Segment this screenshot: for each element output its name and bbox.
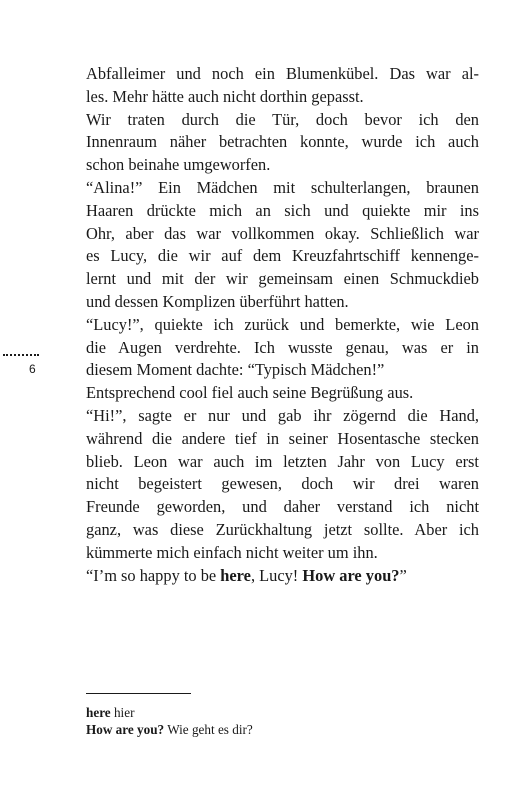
text-line: schon beinahe umgeworfen. <box>86 155 271 175</box>
footnote-separator <box>86 693 191 694</box>
text-line: les. Mehr hätte auch nicht dorthin gepasst. <box>86 86 364 106</box>
text-line: diesem Moment dachte: “Typisch Mädchen!” <box>86 360 385 380</box>
text-line: es Lucy, die wir auf dem Kreuzfahrtschiff kennenge- <box>86 246 479 266</box>
text-line: Wir traten durch die Tür, doch bevor ich den <box>86 109 479 129</box>
glossary-term: How are you? <box>86 722 165 738</box>
vocab-term-here: here <box>220 565 251 585</box>
vocab-term-how-are-you: How are you? <box>302 565 400 585</box>
text-line: “Alina!” Ein Mädchen mit schulterlangen, braunen <box>86 177 479 197</box>
text-line: lernt und mit der wir gemeinsam einen Schmuckdieb <box>86 269 479 289</box>
text-line: während die andere tief in seiner Hosentasche stecken <box>86 428 479 448</box>
final-line-part: ” <box>399 565 407 585</box>
final-text-line <box>86 565 479 588</box>
text-line: Entsprechend cool fiel auch seine Begrüßung aus. <box>86 383 414 403</box>
text-line: und dessen Komplizen überführt hatten. <box>86 291 349 311</box>
glossary-entry <box>86 721 253 738</box>
final-line-part: , Lucy! <box>250 565 303 585</box>
text-line: Haaren drückte mich an sich und quiekte mir ins <box>86 200 479 220</box>
glossary-footnotes <box>86 704 253 739</box>
text-line: “Lucy!”, quiekte ich zurück und bemerkte, wie Leon <box>86 314 479 334</box>
page-margin-dotted-rule <box>3 354 39 356</box>
text-line: Abfalleimer und noch ein Blumenkübel. Das war al- <box>86 64 479 83</box>
glossary-entry <box>86 704 253 721</box>
text-line: kümmerte mich einfach nicht weiter um ihn. <box>86 542 378 562</box>
page-number: 6 <box>29 362 36 376</box>
body-text <box>86 63 479 587</box>
text-line: nicht begeistert gewesen, doch wir drei waren <box>86 474 479 494</box>
text-line: Freunde geworden, und daher verstand ich nicht <box>86 497 479 517</box>
glossary-translation: hier <box>110 705 135 720</box>
final-line-part: “I’m so happy to be <box>86 565 221 585</box>
glossary-translation: Wie geht es dir? <box>164 722 253 738</box>
text-line: Ohr, aber das war vollkommen okay. Schließlich war <box>86 223 479 243</box>
glossary-term: here <box>86 705 111 720</box>
text-line: ganz, was diese Zurückhaltung jetzt sollte. Aber ich <box>86 519 479 539</box>
text-line: “Hi!”, sagte er nur und gab ihr zögernd die Hand, <box>86 405 479 425</box>
text-line: blieb. Leon war auch im letzten Jahr von Lucy erst <box>86 451 479 471</box>
text-line: die Augen verdrehte. Ich wusste genau, was er in <box>86 337 479 357</box>
text-line: Innenraum näher betrachten konnte, wurde ich auch <box>86 132 479 152</box>
